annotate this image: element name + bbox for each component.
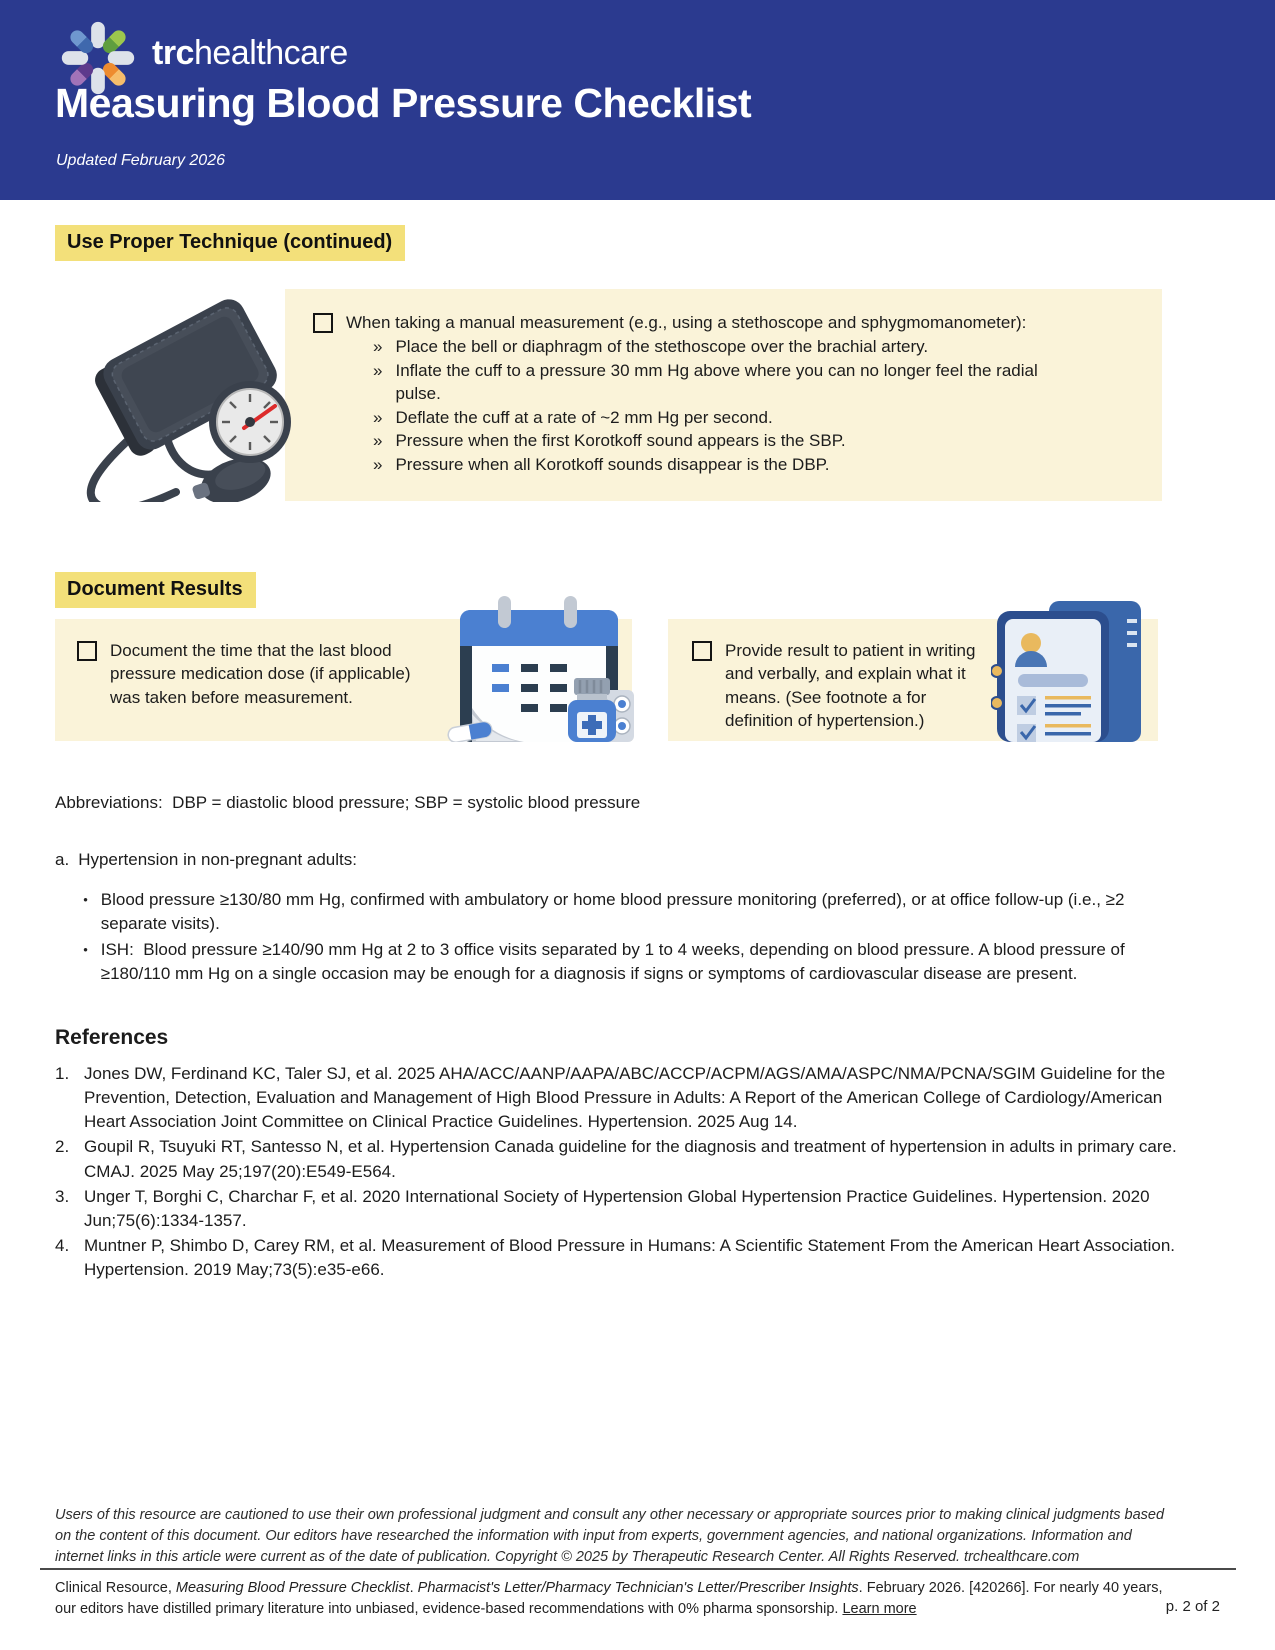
footnote-label: a. bbox=[55, 850, 70, 869]
disclaimer-text: Users of this resource are cautioned to use their own professional judgment and consult any other necessary or appropriate sources prior to making clinical judgments based on the content of this document. Our editors have researched the information with input from experts, government agencies, and national organizations. Information and internet links in this article were current as of the date of publication. Copyright © 2025 by Therapeutic Research Center. All Rights Reserved. trchealthcare.com bbox=[55, 1507, 1165, 1566]
checklist-item-manual-measurement bbox=[313, 311, 1144, 476]
checklist-item-text: Provide result to patient in writing and verbally, and explain what it means. (See footnote a for definition of hypertension.) bbox=[725, 641, 976, 731]
technique-substeps bbox=[346, 335, 1085, 476]
references-list bbox=[55, 1062, 1185, 1282]
substep: » Pressure when all Korotkoff sounds disappear is the DBP. bbox=[373, 453, 1085, 476]
abbreviations-line: Abbreviations: DBP = diastolic blood pressure; SBP = systolic blood pressure bbox=[55, 793, 641, 812]
guillemet-marker: » bbox=[373, 431, 383, 451]
checkbox[interactable] bbox=[692, 641, 712, 661]
technique-panel bbox=[285, 289, 1162, 501]
patient-results-clipboard-illustration-icon bbox=[991, 601, 1143, 742]
brand-wordmark: trchealthcare bbox=[152, 34, 348, 72]
bullet-marker: • bbox=[83, 942, 88, 958]
substep: » Deflate the cuff at a rate of ~2 mm Hg per second. bbox=[373, 406, 1085, 429]
reference-number: 4. bbox=[55, 1235, 70, 1255]
updated-date: Updated February 2026 bbox=[56, 152, 225, 169]
page-number: p. 2 of 2 bbox=[1165, 1598, 1220, 1615]
calendar-medication-illustration-icon bbox=[446, 596, 634, 742]
guillemet-marker: » bbox=[373, 454, 383, 474]
substep: » Inflate the cuff to a pressure 30 mm Hg above where you can no longer feel the radial pulse. bbox=[373, 359, 1085, 406]
reference-number: 2. bbox=[55, 1137, 70, 1157]
checklist-item-text: Document the time that the last blood pressure medication dose (if applicable) was taken before measurement. bbox=[110, 641, 411, 707]
footnote-bullet: • ISH: Blood pressure ≥140/90 mm Hg at 2 to 3 office visits separated by 1 to 4 weeks, depending on blood pressure. A blood pressure of ≥180/110 mm Hg on a single occasion may be enough for a diagnosis if signs or symptoms of cardiovascular disease are present. bbox=[78, 938, 1163, 986]
guillemet-marker: » bbox=[373, 337, 383, 357]
reference-number: 1. bbox=[55, 1064, 70, 1083]
footnote-heading: Hypertension in non-pregnant adults: bbox=[78, 850, 357, 869]
blood-pressure-cuff-illustration-icon bbox=[54, 282, 308, 502]
learn-more-link[interactable]: Learn more bbox=[842, 1600, 917, 1617]
guillemet-marker: » bbox=[373, 360, 383, 380]
checklist-item-text: When taking a manual measurement (e.g., using a stethoscope and sphygmomanometer): bbox=[346, 313, 1027, 332]
references-heading: References bbox=[55, 1026, 169, 1049]
page-title: Measuring Blood Pressure Checklist bbox=[55, 80, 752, 126]
bullet-marker: • bbox=[83, 891, 88, 907]
substep: » Pressure when the first Korotkoff sound appears is the SBP. bbox=[373, 429, 1085, 452]
reference-item: 4. Muntner P, Shimbo D, Carey RM, et al. Measurement of Blood Pressure in Humans: A Scientific Statement From the American Heart Association. Hypertension. 2019 May;73(5):e35-e66. bbox=[55, 1234, 1185, 1282]
reference-item: 3. Unger T, Borghi C, Charchar F, et al. 2020 International Society of Hypertension Global Hypertension Practice Guidelines. Hypertension. 2020 Jun;75(6):1334-1357. bbox=[55, 1185, 1185, 1233]
guillemet-marker: » bbox=[373, 407, 383, 427]
substep: » Place the bell or diaphragm of the stethoscope over the brachial artery. bbox=[373, 335, 1085, 358]
section-heading-technique: Use Proper Technique (continued) bbox=[55, 225, 405, 261]
section-heading-document-results: Document Results bbox=[55, 572, 256, 608]
reference-item: 2. Goupil R, Tsuyuki RT, Santesso N, et al. Hypertension Canada guideline for the diagnosis and treatment of hypertension in adults in primary care. CMAJ. 2025 May 25;197(20):E549-E564. bbox=[55, 1135, 1185, 1183]
footnote-a bbox=[55, 848, 1180, 986]
header-banner bbox=[0, 0, 1275, 200]
checkbox[interactable] bbox=[313, 313, 333, 333]
footnote-bullet: • Blood pressure ≥130/80 mm Hg, confirmed with ambulatory or home blood pressure monitoring (preferred), or at office follow-up (i.e., ≥2 separate visits). bbox=[78, 888, 1163, 936]
reference-item: 1. Jones DW, Ferdinand KC, Taler SJ, et al. 2025 AHA/ACC/AANP/AAPA/ABC/ACCP/ACPM/AGS/AMA/ASPC/NMA/PCNA/SGIM Guideline for the Prevention, Detection, Evaluation and Management of High Blood Pressure in Adults: A Report of the American College of Cardiology/American Heart Association Joint Committee on Clinical Practice Guidelines. Hypertension. 2025 Aug 14. bbox=[55, 1062, 1185, 1134]
footer-divider bbox=[40, 1568, 1236, 1570]
reference-number: 3. bbox=[55, 1186, 70, 1206]
checkbox[interactable] bbox=[77, 641, 97, 661]
citation-line: Clinical Resource, Measuring Blood Pressure Checklist. Pharmacist's Letter/Pharmacy Technician's Letter/Prescriber Insights. February 2026. [420266]. For nearly 40 years, our editors have distilled primary literature into unbiased, evidence-based recommendations with 0% pharma sponsorship. Learn more bbox=[55, 1580, 1163, 1617]
